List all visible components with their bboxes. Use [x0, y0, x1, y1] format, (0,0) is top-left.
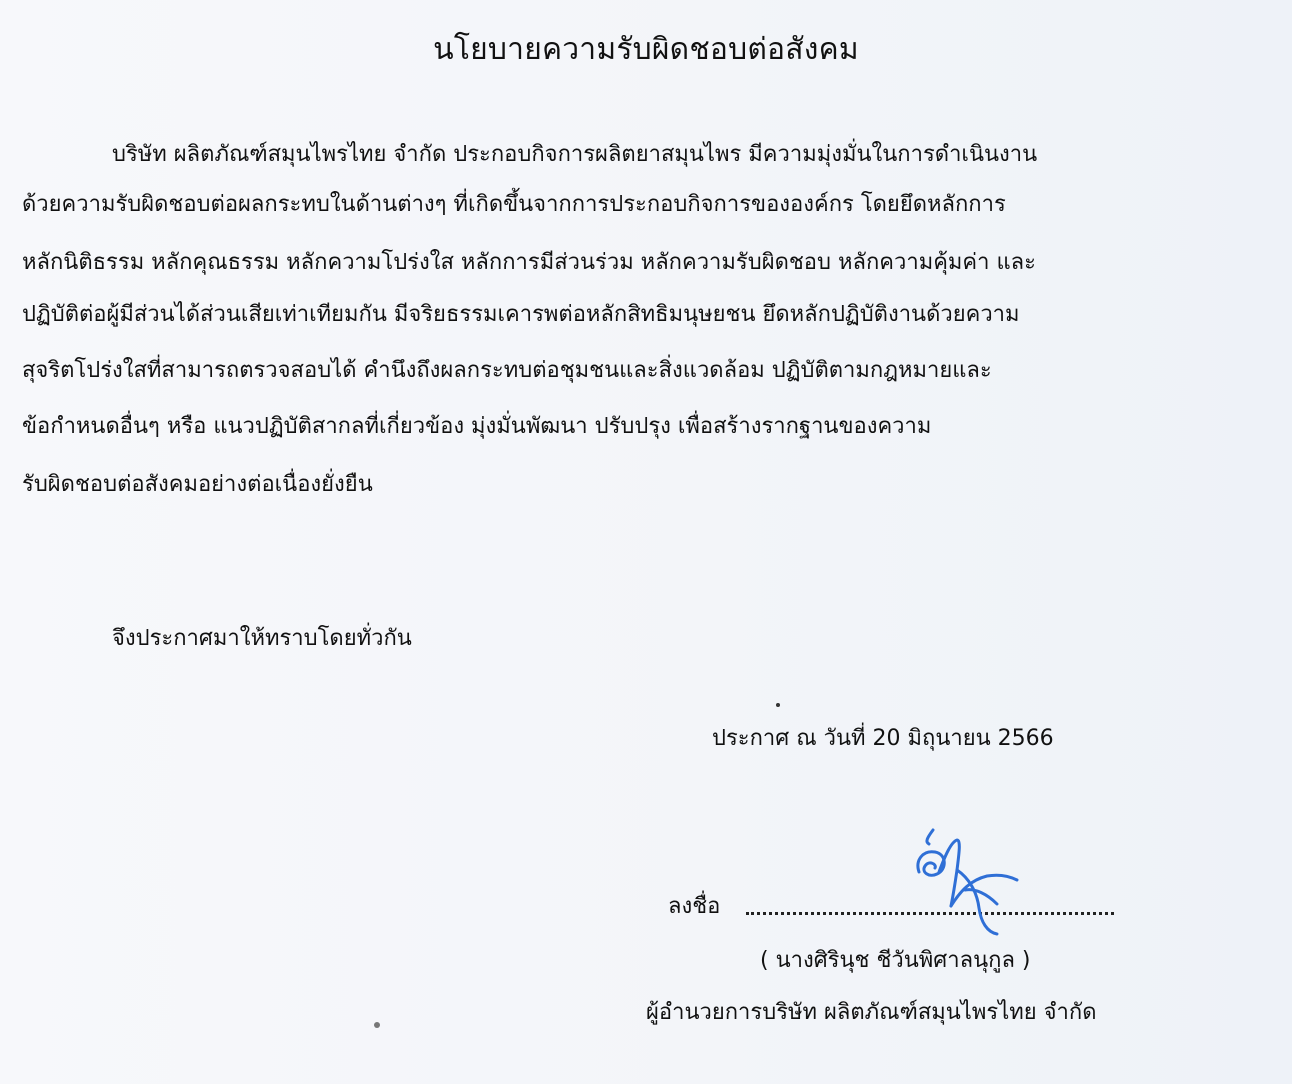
- sign-label: ลงชื่อ: [668, 894, 721, 919]
- handwritten-signature: [905, 820, 1035, 950]
- signature-line: [668, 892, 1128, 926]
- body-line-1: บริษัท ผลิตภัณฑ์สมุนไพรไทย จำกัด ประกอบกิจการผลิตยาสมุนไพร มีความมุ่งมั่นในการดำเนินงาน: [112, 142, 1038, 167]
- body-line-4: ปฏิบัติต่อผู้มีส่วนได้ส่วนเสียเท่าเทียมกัน มีจริยธรรมเคารพต่อหลักสิทธิมนุษยชน ยึดหลักปฏิบัติงานด้วยความ: [22, 302, 1020, 327]
- signer-position: ผู้อำนวยการบริษัท ผลิตภัณฑ์สมุนไพรไทย จำกัด: [646, 1000, 1097, 1025]
- scan-speck: [776, 703, 780, 707]
- signer-name: ( นางศิรินุช ชีวันพิศาลนุกูล ): [760, 948, 1031, 973]
- body-line-7: รับผิดชอบต่อสังคมอย่างต่อเนื่องยั่งยืน: [22, 472, 373, 497]
- body-line-5: สุจริตโปร่งใสที่สามารถตรวจสอบได้ คำนึงถึงผลกระทบต่อชุมชนและสิ่งแวดล้อม ปฏิบัติตามกฎหมายและ: [22, 358, 992, 383]
- body-line-2: ด้วยความรับผิดชอบต่อผลกระทบในด้านต่างๆ ที่เกิดขึ้นจากการประกอบกิจการขององค์กร โดยยึดหลักการ: [22, 192, 1006, 217]
- body-line-6: ข้อกำหนดอื่นๆ หรือ แนวปฏิบัติสากลที่เกี่ยวข้อง มุ่งมั่นพัฒนา ปรับปรุง เพื่อสร้างรากฐานของความ: [22, 414, 932, 439]
- document-title: นโยบายความรับผิดชอบต่อสังคม: [433, 32, 859, 67]
- announcement-date: ประกาศ ณ วันที่ 20 มิถุนายน 2566: [712, 726, 1054, 751]
- announcement-text: จึงประกาศมาให้ทราบโดยทั่วกัน: [112, 626, 412, 651]
- scan-speck: [374, 1022, 380, 1028]
- body-line-3: หลักนิติธรรม หลักคุณธรรม หลักความโปร่งใส หลักการมีส่วนร่วม หลักความรับผิดชอบ หลักความคุ้มค่า และ: [22, 250, 1036, 275]
